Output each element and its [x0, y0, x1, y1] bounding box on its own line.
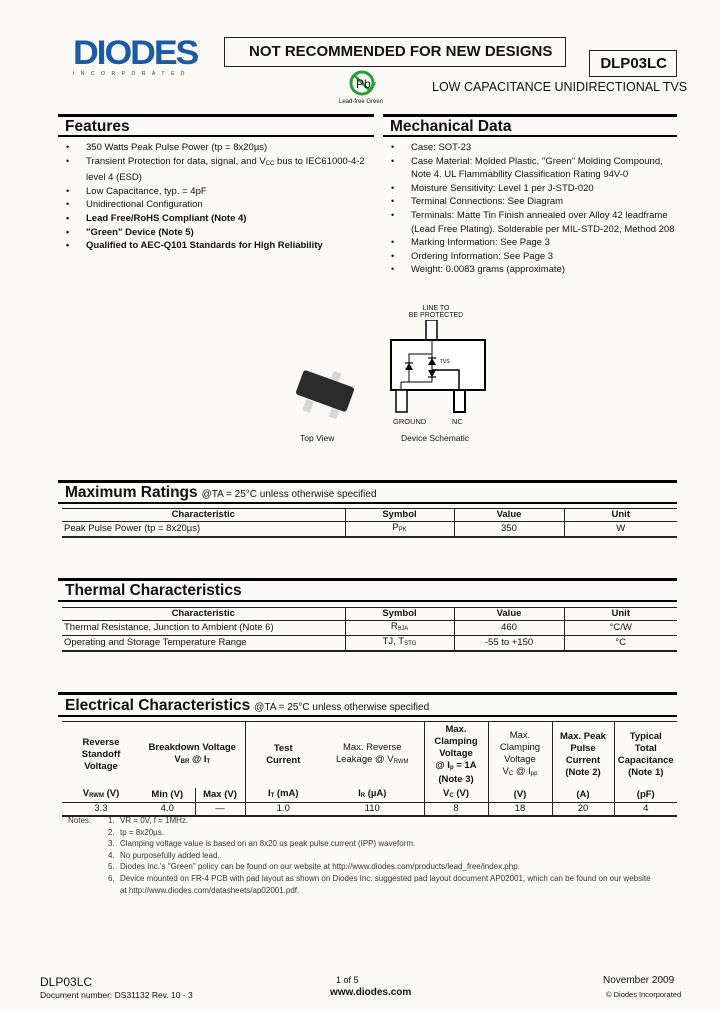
svg-text:Pb: Pb	[356, 77, 371, 91]
unit-v: (V)	[488, 788, 552, 803]
cell-unit: °C/W	[564, 621, 677, 636]
thermal-title: Thermal Characteristics	[65, 582, 242, 599]
feature-item: • Transient Protection for data, signal, and $V_{CC}$ bus to IEC61000-4-2 level 4 (ESD)	[58, 155, 374, 185]
note-item: 4. No purposefully added lead.	[108, 850, 220, 860]
unit-it: $I_T$ (mA)	[245, 788, 321, 803]
mechanical-item: • Case: SOT-23	[383, 141, 683, 155]
units-row	[62, 788, 677, 803]
electrical-table	[62, 721, 677, 817]
col-symbol: Symbol	[345, 509, 454, 522]
note-item-continued: at http://www.diodes.com/datasheets/ap02001.pdf.	[120, 885, 300, 895]
col-peak-current: Max. Peak Pulse Current (Note 2)	[552, 722, 614, 788]
nc-label: NC	[452, 417, 463, 426]
features-header	[58, 114, 374, 137]
table-header-row	[62, 608, 677, 621]
top-view-caption: Top View	[300, 433, 335, 443]
table-header-row	[62, 722, 677, 788]
table-row	[62, 636, 677, 652]
cell-value: -55 to +150	[454, 636, 564, 652]
not-recommended-banner: NOT RECOMMENDED FOR NEW DESIGNS	[224, 37, 566, 67]
electrical-title: Electrical Characteristics	[65, 697, 251, 714]
col-test-current: Test Current	[245, 722, 321, 788]
thermal-header	[58, 578, 677, 602]
schematic-caption: Device Schematic	[401, 433, 470, 443]
cell-vc-1a: 8	[424, 802, 488, 816]
sot23-package-image	[292, 364, 358, 420]
footer-document-number: Document number: DS31132 Rev. 10 - 3	[40, 990, 193, 1000]
mechanical-title: Mechanical Data	[390, 118, 512, 135]
col-value: Value	[454, 608, 564, 621]
cell-it: 1.0	[245, 802, 321, 816]
cell-ipp: 20	[552, 802, 614, 816]
max-ratings-title: Maximum Ratings	[65, 484, 198, 501]
cell-vc-ipp: 18	[488, 802, 552, 816]
footer-copyright: © Diodes Incorporated	[606, 990, 682, 999]
cell-characteristic: Thermal Resistance, Junction to Ambient (Note 6)	[62, 621, 345, 636]
cell-symbol: TJ, $T_{STG}$	[345, 636, 454, 652]
col-clamping-ipp: Max. Clamping Voltage $V_C$ @ $I_{pp}$	[488, 722, 552, 788]
cell-characteristic: Peak Pulse Power (tp = 8x20µs)	[62, 522, 345, 538]
logo-subtitle: INCORPORATED	[73, 71, 191, 77]
mechanical-item: • Weight: 0.0083 grams (approximate)	[383, 263, 683, 277]
feature-item: • 350 Watts Peak Pulse Power (tp = 8x20µs)	[58, 141, 374, 155]
protected-label: BE PROTECTED	[408, 312, 464, 319]
col-clamping-1a: Max. Clamping Voltage @ $I_p = 1A$ (Note 3)	[424, 722, 488, 788]
mechanical-item: • Moisture Sensitivity: Level 1 per J-STD-020	[383, 182, 683, 196]
cell-unit: °C	[564, 636, 677, 652]
footer-website-link[interactable]: www.diodes.com	[330, 987, 412, 998]
footer-date: November 2009	[603, 975, 675, 986]
col-symbol: Symbol	[345, 608, 454, 621]
table-row	[62, 621, 677, 636]
note-item: 5. Diodes Inc.'s "Green" policy can be found on our website at http://www.diodes.com/products/lead_free/index.php.	[108, 862, 520, 872]
features-title: Features	[65, 118, 130, 135]
note-item: 6. Device mounted on FR-4 PCB with pad layout as shown on Diodes Inc. suggested pad layout document AP02001, which can be found on our website	[108, 873, 651, 883]
col-characteristic: Characteristic	[62, 509, 345, 522]
mechanical-item: • Terminal Connections: See Diagram	[383, 195, 683, 209]
cell-unit: W	[564, 522, 677, 538]
lead-free-icon	[349, 70, 377, 98]
thermal-table	[62, 607, 677, 652]
col-breakdown-voltage: Breakdown Voltage $V_{BR}$ @ $I_T$	[140, 722, 245, 788]
logo-wordmark: DIODES	[73, 34, 198, 72]
feature-item: • Qualified to AEC-Q101 Standards for High Reliability	[58, 239, 374, 253]
cell-vbr-min: 4.0	[140, 802, 195, 816]
cell-value: 460	[454, 621, 564, 636]
mechanical-item: • Terminals: Matte Tin Finish annealed over Alloy 42 leadframe (Lead Free Plating). Solderable per MIL-STD-202, Method 208	[383, 209, 683, 236]
feature-item: • Unidirectional Configuration	[58, 198, 374, 212]
col-unit: Unit	[564, 509, 677, 522]
unit-vrwm: $V_{RWM}$ (V)	[62, 788, 140, 803]
feature-item: • Lead Free/RoHS Compliant (Note 4)	[58, 212, 374, 226]
footer-page-number: 1 of 5	[336, 975, 359, 985]
col-value: Value	[454, 509, 564, 522]
mechanical-item: • Ordering Information: See Page 3	[383, 250, 683, 264]
diodes-logo	[73, 34, 208, 78]
cell-vrwm: 3.3	[62, 802, 140, 816]
note-item: 2. tp = 8x20µs.	[108, 827, 164, 837]
col-leakage: Max. Reverse Leakage @ $V_{RWM}$	[321, 722, 424, 788]
cell-capacitance: 4	[614, 802, 677, 816]
svg-text:TVS: TVS	[440, 359, 450, 365]
feature-item: • "Green" Device (Note 5)	[58, 226, 374, 240]
feature-item: • Low Capacitance, typ. = 4pF	[58, 185, 374, 199]
cell-value: 350	[454, 522, 564, 538]
col-characteristic: Characteristic	[62, 608, 345, 621]
note-item: 3. Clamping voltage value is based on an 8x20 us peak pulse current (IPP) waveform.	[108, 839, 416, 849]
col-reverse-standoff: Reverse Standoff Voltage	[62, 722, 140, 788]
mechanical-list	[383, 141, 683, 277]
unit-a: (A)	[552, 788, 614, 803]
ground-label: GROUND	[393, 417, 427, 426]
part-number-box: DLP03LC	[589, 50, 677, 77]
line-label	[420, 305, 452, 312]
table-row	[62, 802, 677, 816]
unit-pf: (pF)	[614, 788, 677, 803]
mechanical-header	[383, 114, 677, 137]
electrical-condition: @TA = 25°C unless otherwise specified	[254, 702, 430, 713]
mechanical-item: • Case Material: Molded Plastic, "Green" Molding Compound, Note 4. UL Flammability Classification Rating 94V-0	[383, 155, 683, 182]
product-subtitle: LOW CAPACITANCE UNIDIRECTIONAL TVS	[432, 80, 688, 94]
col-capacitance: Typical Total Capacitance (Note 1)	[614, 722, 677, 788]
unit-min: Min (V)	[140, 788, 195, 803]
lead-free-label: Lead-free Green	[339, 99, 384, 105]
unit-ir: $I_R$ (µA)	[321, 788, 424, 803]
cell-symbol: $R_{\theta JA}$	[345, 621, 454, 636]
features-list	[58, 141, 374, 253]
notes-label: Notes:	[68, 816, 92, 825]
notes-list	[108, 815, 708, 896]
line-label-1: LINE TO	[422, 305, 450, 312]
electrical-header	[58, 692, 677, 717]
col-unit: Unit	[564, 608, 677, 621]
unit-max: Max (V)	[195, 788, 245, 803]
cell-characteristic: Operating and Storage Temperature Range	[62, 636, 345, 652]
unit-vc: $V_C$ (V)	[424, 788, 488, 803]
cell-vbr-max: —	[195, 802, 245, 816]
max-ratings-table	[62, 508, 677, 538]
max-ratings-header	[58, 480, 677, 504]
table-row	[62, 522, 677, 538]
table-header-row	[62, 509, 677, 522]
max-ratings-condition: @TA = 25°C unless otherwise specified	[201, 489, 377, 500]
mechanical-item: • Marking Information: See Page 3	[383, 236, 683, 250]
device-schematic	[390, 320, 486, 420]
footer-part-number: DLP03LC	[40, 975, 93, 989]
cell-symbol: $P_{PK}$	[345, 522, 454, 538]
note-item: 1. VR = 0V, f = 1MHz.	[108, 816, 189, 825]
cell-ir: 110	[321, 802, 424, 816]
